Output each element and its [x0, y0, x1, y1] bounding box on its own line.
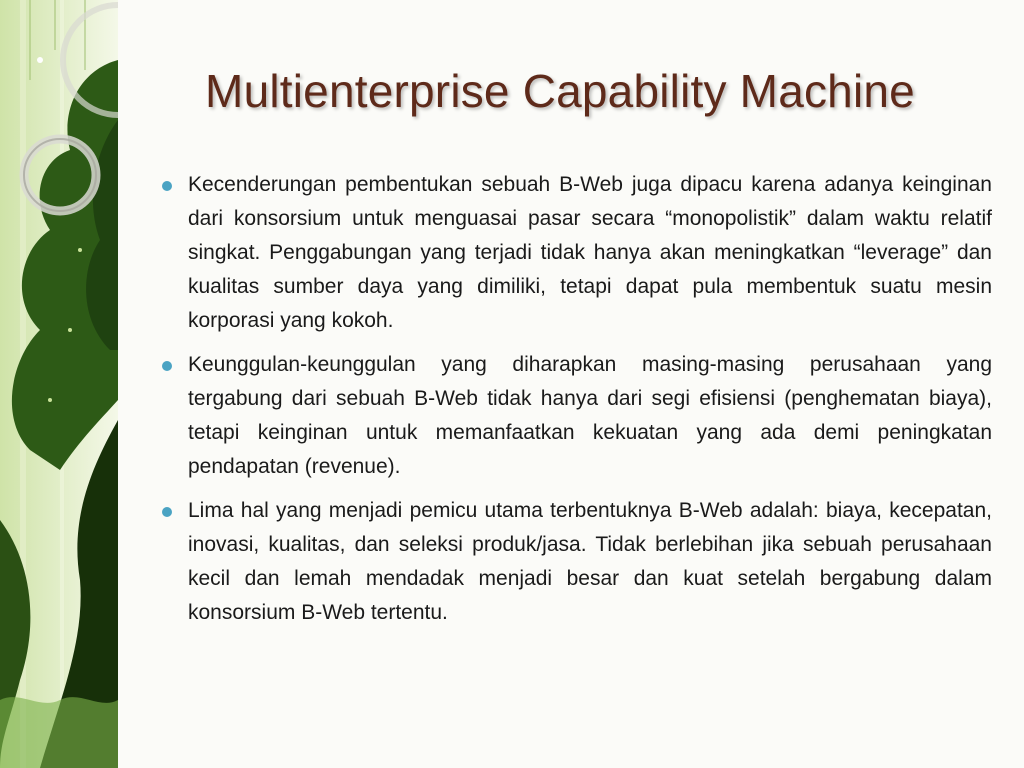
bullet-dot-icon: [162, 181, 172, 191]
bullet-item: [158, 168, 992, 338]
tree-silhouette-image: [0, 0, 118, 768]
bullet-dot-icon: [162, 361, 172, 371]
bullet-item: [158, 494, 992, 630]
slide-title: Multienterprise Capability Machine: [205, 65, 915, 117]
bullet-text: Keunggulan-keunggulan yang diharapkan masing-masing perusahaan yang tergabung dari sebuah B-Web tidak hanya dari segi efisiensi (penghematan biaya), tetapi keinginan untuk memanfaatkan kekuatan yang ada demi peningkatan pendapatan (revenue).: [188, 353, 992, 478]
bullet-dot-icon: [162, 507, 172, 517]
decorative-tree-border: [0, 0, 118, 768]
bullet-text: Lima hal yang menjadi pemicu utama terbentuknya B-Web adalah: biaya, kecepatan, inovasi, kualitas, dan seleksi produk/jasa. Tidak berlebihan jika sebuah perusahaan kecil dan lemah mendadak menjadi besar dan kuat setelah bergabung dalam konsorsium B-Web tertentu.: [188, 499, 992, 624]
bullet-list: [158, 168, 992, 640]
bullet-text: Kecenderungan pembentukan sebuah B-Web juga dipacu karena adanya keinginan dari konsorsium untuk menguasai pasar secara “monopolistik” dalam waktu relatif singkat. Penggabungan yang terjadi tidak hanya akan meningkatkan “leverage” dan kualitas sumber daya yang dimiliki, tetapi dapat pula membentuk suatu mesin korporasi yang kokoh.: [188, 173, 992, 332]
bullet-item: [158, 348, 992, 484]
